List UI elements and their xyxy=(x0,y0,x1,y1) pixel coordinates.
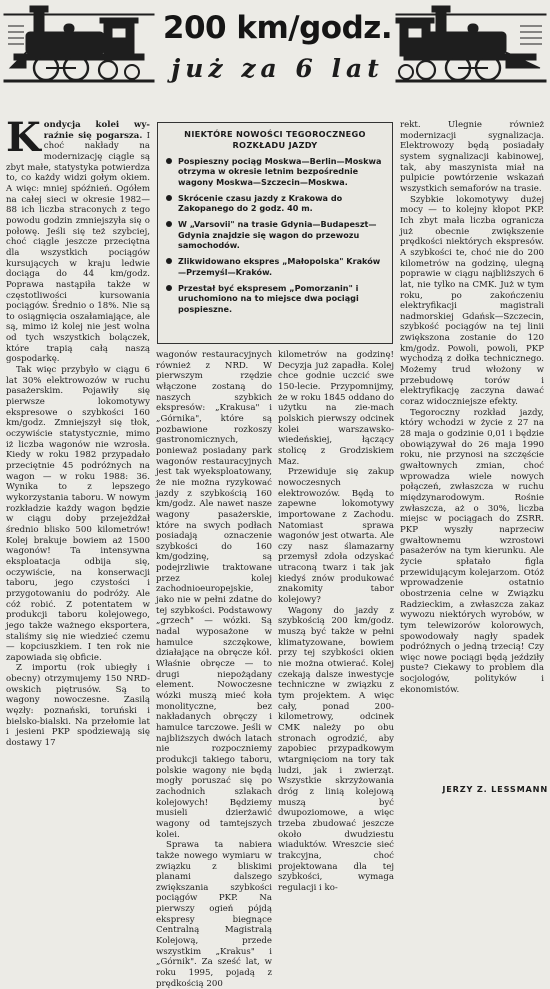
article-column-1 xyxy=(6,114,150,798)
paragraph: kilometrów na godzinę! Decyzja już zapadła. Kolej chce godnie uczcić swe 150-lecie. Przypomnijmy, że w roku 1845 oddano do użytku na zie-mach polskich pierwszy odcinek kolei warszawsko-wiedeńskiej, łączący stolicę z Grodziskiem Maz. xyxy=(278,350,394,467)
list-item: Zlikwidowano ekspres „Małopolska" Kraków—Przemyśl—Kraków. xyxy=(166,256,384,277)
paragraph: Wagony do jazdy z szybkością 200 km/godz. muszą być także w pełni klimatyzowane, bowiem przy tej szybkości okien nie można otwierać. Kolej czekają dalsze inwestycje techniczne w związku z tym projektem. A więc cały, ponad 200-kilometrowy, odcinek CMK należy po obu stronach ogrodzić, aby zapobiec przypadkowym wtargnięciom na tory tak ludzi, jak i zwierząt. Wszystkie skrzyżowania dróg z linią kolejową muszą być dwupoziomowe, a więc trzeba zbudować jeszcze około dwudziestu wiaduktów. Wreszcie sieć trakcyjna, choć projektowana dla tej szybkości, wymaga regulacji i ko- xyxy=(278,605,394,893)
bullet-icon xyxy=(166,158,172,164)
author-signature: JERZY Z. LESSMANN xyxy=(442,784,548,794)
article-column-3 xyxy=(278,350,394,893)
article-column-4 xyxy=(400,120,544,782)
lead-text: ondycja kolei wy-raźnie się pogarsza. xyxy=(43,120,150,141)
steam-locomotive-illustration xyxy=(4,6,154,86)
article-header xyxy=(0,0,550,118)
paragraph: rekt. Ulegnie również modernizacji sygnalizacja. Elektrowozy będą posiadały system sygnalizacji kabinowej, tak, aby maszynista miał na pulpicie powtórzenie wskazań wszystkich semaforów na trasie. xyxy=(400,120,544,194)
steam-locomotive-illustration xyxy=(396,6,546,86)
box-title: NIEKTÓRE NOWOŚCI TEGOROCZNEGO ROZKŁADU JAZDY xyxy=(184,129,366,150)
paragraph: Tak więc przybyło w ciągu 6 lat 30% elektrowozów w ruchu pasażerskim. Pojawiły się pierwsze lokomotywy ekspresowe o szybkości 160 km/godz. Zmniejszył się tłok, oczywiście statystycznie, mimo iż liczba wagonów nie wzrosła. Kiedy w roku 1982 przypadało przeciętnie 45 podróżnych na wagon — w roku 1988: 36. Wynika to z lepszego wykorzystania taboru. W nowym rozkładzie każdy wagon będzie w ciągu doby przejeżdżał średnio blisko 500 kilometrów! Kolej brakuje bowiem aż 1500 wagonów! Ta intensywna eksploatacja odbija się, oczywiście, na konserwacji taboru, jego czystości i przygotowaniu do podróży. Ale cóż robić. Z potentatem w produkcji taboru kolejowego, jego także ważnego eksportera, staliśmy się nie wiedzieć czemu — kopciuszkiem. I ten rok nie zapowiada się obficie. xyxy=(6,365,150,663)
article-column-2 xyxy=(156,350,272,989)
bullet-icon xyxy=(166,285,172,291)
article-title: 200 km/godz. xyxy=(162,10,393,46)
paragraph: wagonów restauracyjnych również z NRD. W pierwszym rzędzie włączone zostaną do naszych szybkich ekspresów: „Krakusa" i „Górnika", które są pozbawione rozkoszy gastronomicznych, ponieważ posiadany park wagonów restauracyjnych jest tak wyeksploatowany, że nie można ryzykować jazdy z szybkością 160 km/godz. Ale nawet nasze wagony pasażerskie, które na swych podłach posiadają oznaczenie szybkości do 160 km/godzinę, są podejrzliwie traktowane przez kolej zachodnioeuropejskie, jako nie w pełni zdatne do tej szybkości. Podstawowy „grzech" — wózki. Są nadal wyposażone w hamulce szczękowe, działające na obręcze kół. Właśnie obręcze — to drugi niepożądany element. Nowoczesne wózki muszą mieć koła monolityczne, bez nakładanych obręczy i hamulce tarczowe. Jeśli w najbliższych dwóch latach nie rozpoczniemy produkcji takiego taboru, polskie wagony nie będą mogły poruszać się po zachodnich szlakach kolejowych! Będziemy musieli dzierżawić wagony od tamtejszych kolei. xyxy=(156,350,272,840)
list-item: Przestał być ekspresem „Pomorzanin" i uruchomiono na to miejsce dwa pociągi pospieszne. xyxy=(166,283,384,314)
paragraph: I choć nakłady na modernizację ciągle są zbyt małe, statystyka potwierdza to, co każdy widzi gołym okiem. A więc: mniej spóźnień. Ogółem na całej sieci w okresie 1982—88 ich liczba straconych z tego powodu godzin zmniejszyła się o połowę. Jeśli się też szybciej, choć ciągle jeszcze przeciętna dla wszystkich pociągów kursujących w kraju ledwie dociąga do 44 km/godz. Poprawa nastąpiła także w częstotliwości kursowania pociągów. Średnio o 18%. Nie są to osiągnięcia oszałamiające, ale są, mimo iż kolej nie jest wolna od tych wszystkich bolączek, które trapią całą naszą gospodarkę. xyxy=(6,130,150,365)
list-item: Skrócenie czasu jazdy z Krakowa do Zakopanego do 2 godz. 40 m. xyxy=(166,193,384,214)
list-item: W „Varsovii" na trasie Gdynia—Budapeszt—Gdynia znajdzie się wagon do przewozu samochodów. xyxy=(166,219,384,250)
list-item: Pospieszny pociąg Moskwa—Berlin—Moskwa otrzyma w okresie letnim bezpośrednie wagony Moskwa—Szczecin—Moskwa. xyxy=(166,156,384,187)
bullet-icon xyxy=(166,258,172,264)
paragraph: Sprawa ta nabiera także nowego wymiaru w związku z bliskimi planami dalszego zwiększania szybkości pociągów PKP. Na pierwszy ogień pójdą ekspresy biegnące Centralną Magistralą Kolejową, przede wszystkim „Krakus" i „Górnik". Za sześć lat, w roku 1995, pojadą z prędkością 200 xyxy=(156,840,272,989)
bullet-icon xyxy=(166,195,172,201)
paragraph: Tegoroczny rozkład jazdy, który wchodzi w życie z 27 na 28 maja o godzinie 0,01 i będzie obowiązywał do 26 maja 1990 roku, nie przynosi na szczęście gwałtownych zmian, choć wprowadza wiele nowych połączeń, zwłaszcza w ruchu międzynarodowym. Rośnie zwłaszcza, aż o 30%, liczba miejsc w pociągach do ZSRR. PKP wyszły naprzeciw gwałtownemu wzrostowi pasażerów na tym kierunku. Ale życie spłatało figla przewidującym kolejarzom. Otóż wprowadzenie ostatnio obostrzenia celne w Związku Radzieckim, a zwłaszcza zakaz wywozu niektórych wyrobów, w tym telewizorów kolorowych, spowodowały nagły spadek podróżnych o jedną trzecią! Czy więc nowe pociągi będą jeździły puste? Ciekawy to problem dla socjologów, polityków i ekonomistów. xyxy=(400,407,544,695)
paragraph: Z importu (rok ubiegły i obecny) otrzymujemy 150 NRD-owskich piętrusów. Są to wagony nowoczesne. Zasilą węzły: poznański, toruński i bielsko-bialski. Na przełomie lat i jesieni PKP spodziewają się dostawy 17 xyxy=(6,663,150,749)
article-subtitle: już za 6 lat xyxy=(171,54,384,83)
paragraph: Przewiduje się zakup nowoczesnych elektrowozów. Będą to zapewne lokomotywy importowane z Zachodu. Natomiast sprawa wagonów jest otwarta. Ale czy nasz ślamazarny przemysł zdoła odzyskać utraconą twarz i tak jak kiedyś znów produkować znakomity tabor kolejowy? xyxy=(278,467,394,606)
paragraph: Szybkie lokomotywy dużej mocy — to kolejny kłopot PKP. Ich zbyt mała liczba ogranicza już obecnie zwiększenie prędkości niektórych ekspresów. A szybkości te, choć nie do 200 kilometrów na godzinę, ulegną poprawie w ciągu najbliższych 6 lat, nie tylko na CMK. Już w tym roku, po zakończeniu elektryfikacji magistrali nadmorskiej Gdańsk—Szczecin, szybkość pociągów na tej linii zwiększona zostanie do 120 km/godz. Powoli, powoli, PKP wychodzą z dołka technicznego. Możemy trud włożony w przebudowę torów i elektryfikację zaczyna dawać coraz widoczniejsze efekty. xyxy=(400,194,544,408)
timetable-news-box xyxy=(157,122,393,344)
bullet-icon xyxy=(166,221,172,227)
drop-cap: K xyxy=(6,114,41,161)
